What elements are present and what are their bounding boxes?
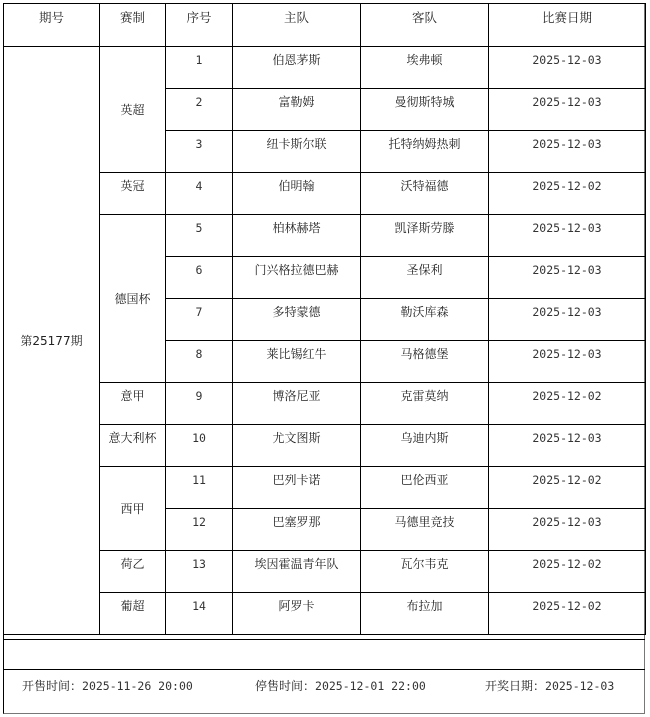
home-team: 巴塞罗那: [233, 509, 361, 551]
home-team: 柏林赫塔: [233, 215, 361, 257]
sale-stop-value: 2025-12-01 22:00: [315, 679, 426, 693]
match-number: 3: [166, 131, 233, 173]
home-team: 多特蒙德: [233, 299, 361, 341]
match-date: 2025-12-02: [489, 173, 646, 215]
away-team: 埃弗顿: [361, 47, 489, 89]
away-team: 马格德堡: [361, 341, 489, 383]
match-number: 11: [166, 467, 233, 509]
match-date: 2025-12-02: [489, 383, 646, 425]
match-number: 9: [166, 383, 233, 425]
competition-cell: 荷乙: [100, 551, 166, 593]
home-team: 尤文图斯: [233, 425, 361, 467]
sale-start-label: 开售时间：: [22, 679, 83, 693]
match-number: 1: [166, 47, 233, 89]
competition-cell: 英超: [100, 47, 166, 173]
sale-stop-label: 停售时间：: [255, 679, 316, 693]
match-number: 12: [166, 509, 233, 551]
draw-date-label: 开奖日期：: [485, 679, 546, 693]
match-date: 2025-12-03: [489, 131, 646, 173]
home-team: 埃因霍温青年队: [233, 551, 361, 593]
match-number: 2: [166, 89, 233, 131]
home-team: 富勒姆: [233, 89, 361, 131]
home-team: 伯明翰: [233, 173, 361, 215]
competition-cell: 德国杯: [100, 215, 166, 383]
competition-cell: 意大利杯: [100, 425, 166, 467]
match-schedule-table: [3, 3, 646, 635]
away-team: 克雷莫纳: [361, 383, 489, 425]
match-date: 2025-12-03: [489, 425, 646, 467]
away-team: 马德里竞技: [361, 509, 489, 551]
table-row: [4, 425, 646, 467]
match-number: 13: [166, 551, 233, 593]
match-number: 4: [166, 173, 233, 215]
match-number: 7: [166, 299, 233, 341]
table-row: [4, 551, 646, 593]
header-competition: 赛制: [100, 4, 166, 47]
match-date: 2025-12-03: [489, 299, 646, 341]
table-row: [4, 215, 646, 257]
table-row: [4, 467, 646, 509]
match-date: 2025-12-03: [489, 257, 646, 299]
draw-date-value: 2025-12-03: [545, 679, 615, 693]
home-team: 门兴格拉德巴赫: [233, 257, 361, 299]
competition-cell: 意甲: [100, 383, 166, 425]
match-date: 2025-12-02: [489, 551, 646, 593]
match-date: 2025-12-03: [489, 47, 646, 89]
table-row: [4, 173, 646, 215]
home-team: 巴列卡诺: [233, 467, 361, 509]
away-team: 沃特福德: [361, 173, 489, 215]
sale-stop: [255, 677, 426, 694]
draw-date: [485, 677, 614, 694]
sale-start: [22, 677, 193, 694]
match-number: 5: [166, 215, 233, 257]
home-team: 阿罗卡: [233, 593, 361, 635]
sale-info-footer: [3, 669, 645, 715]
header-home-team: 主队: [233, 4, 361, 47]
header-number: 序号: [166, 4, 233, 47]
home-team: 伯恩茅斯: [233, 47, 361, 89]
home-team: 博洛尼亚: [233, 383, 361, 425]
match-number: 6: [166, 257, 233, 299]
table-row: [4, 383, 646, 425]
match-number: 14: [166, 593, 233, 635]
match-date: 2025-12-03: [489, 509, 646, 551]
away-team: 巴伦西亚: [361, 467, 489, 509]
sale-start-value: 2025-11-26 20:00: [82, 679, 193, 693]
table-row: [4, 593, 646, 635]
header-match-date: 比赛日期: [489, 4, 646, 47]
header-issue: 期号: [4, 4, 100, 47]
match-date: 2025-12-03: [489, 215, 646, 257]
competition-cell: 西甲: [100, 467, 166, 551]
competition-cell: 葡超: [100, 593, 166, 635]
issue-cell: 第25177期: [4, 47, 100, 635]
away-team: 凯泽斯劳滕: [361, 215, 489, 257]
table-row: [4, 47, 646, 89]
away-team: 曼彻斯特城: [361, 89, 489, 131]
match-number: 8: [166, 341, 233, 383]
match-number: 10: [166, 425, 233, 467]
match-date: 2025-12-03: [489, 89, 646, 131]
home-team: 纽卡斯尔联: [233, 131, 361, 173]
away-team: 托特纳姆热刺: [361, 131, 489, 173]
table-header-row: [4, 4, 646, 47]
away-team: 乌迪内斯: [361, 425, 489, 467]
away-team: 瓦尔韦克: [361, 551, 489, 593]
match-date: 2025-12-02: [489, 467, 646, 509]
competition-cell: 英冠: [100, 173, 166, 215]
blank-row: [3, 639, 645, 670]
away-team: 布拉加: [361, 593, 489, 635]
away-team: 圣保利: [361, 257, 489, 299]
match-date: 2025-12-03: [489, 341, 646, 383]
match-date: 2025-12-02: [489, 593, 646, 635]
away-team: 勒沃库森: [361, 299, 489, 341]
home-team: 莱比锡红牛: [233, 341, 361, 383]
header-away-team: 客队: [361, 4, 489, 47]
